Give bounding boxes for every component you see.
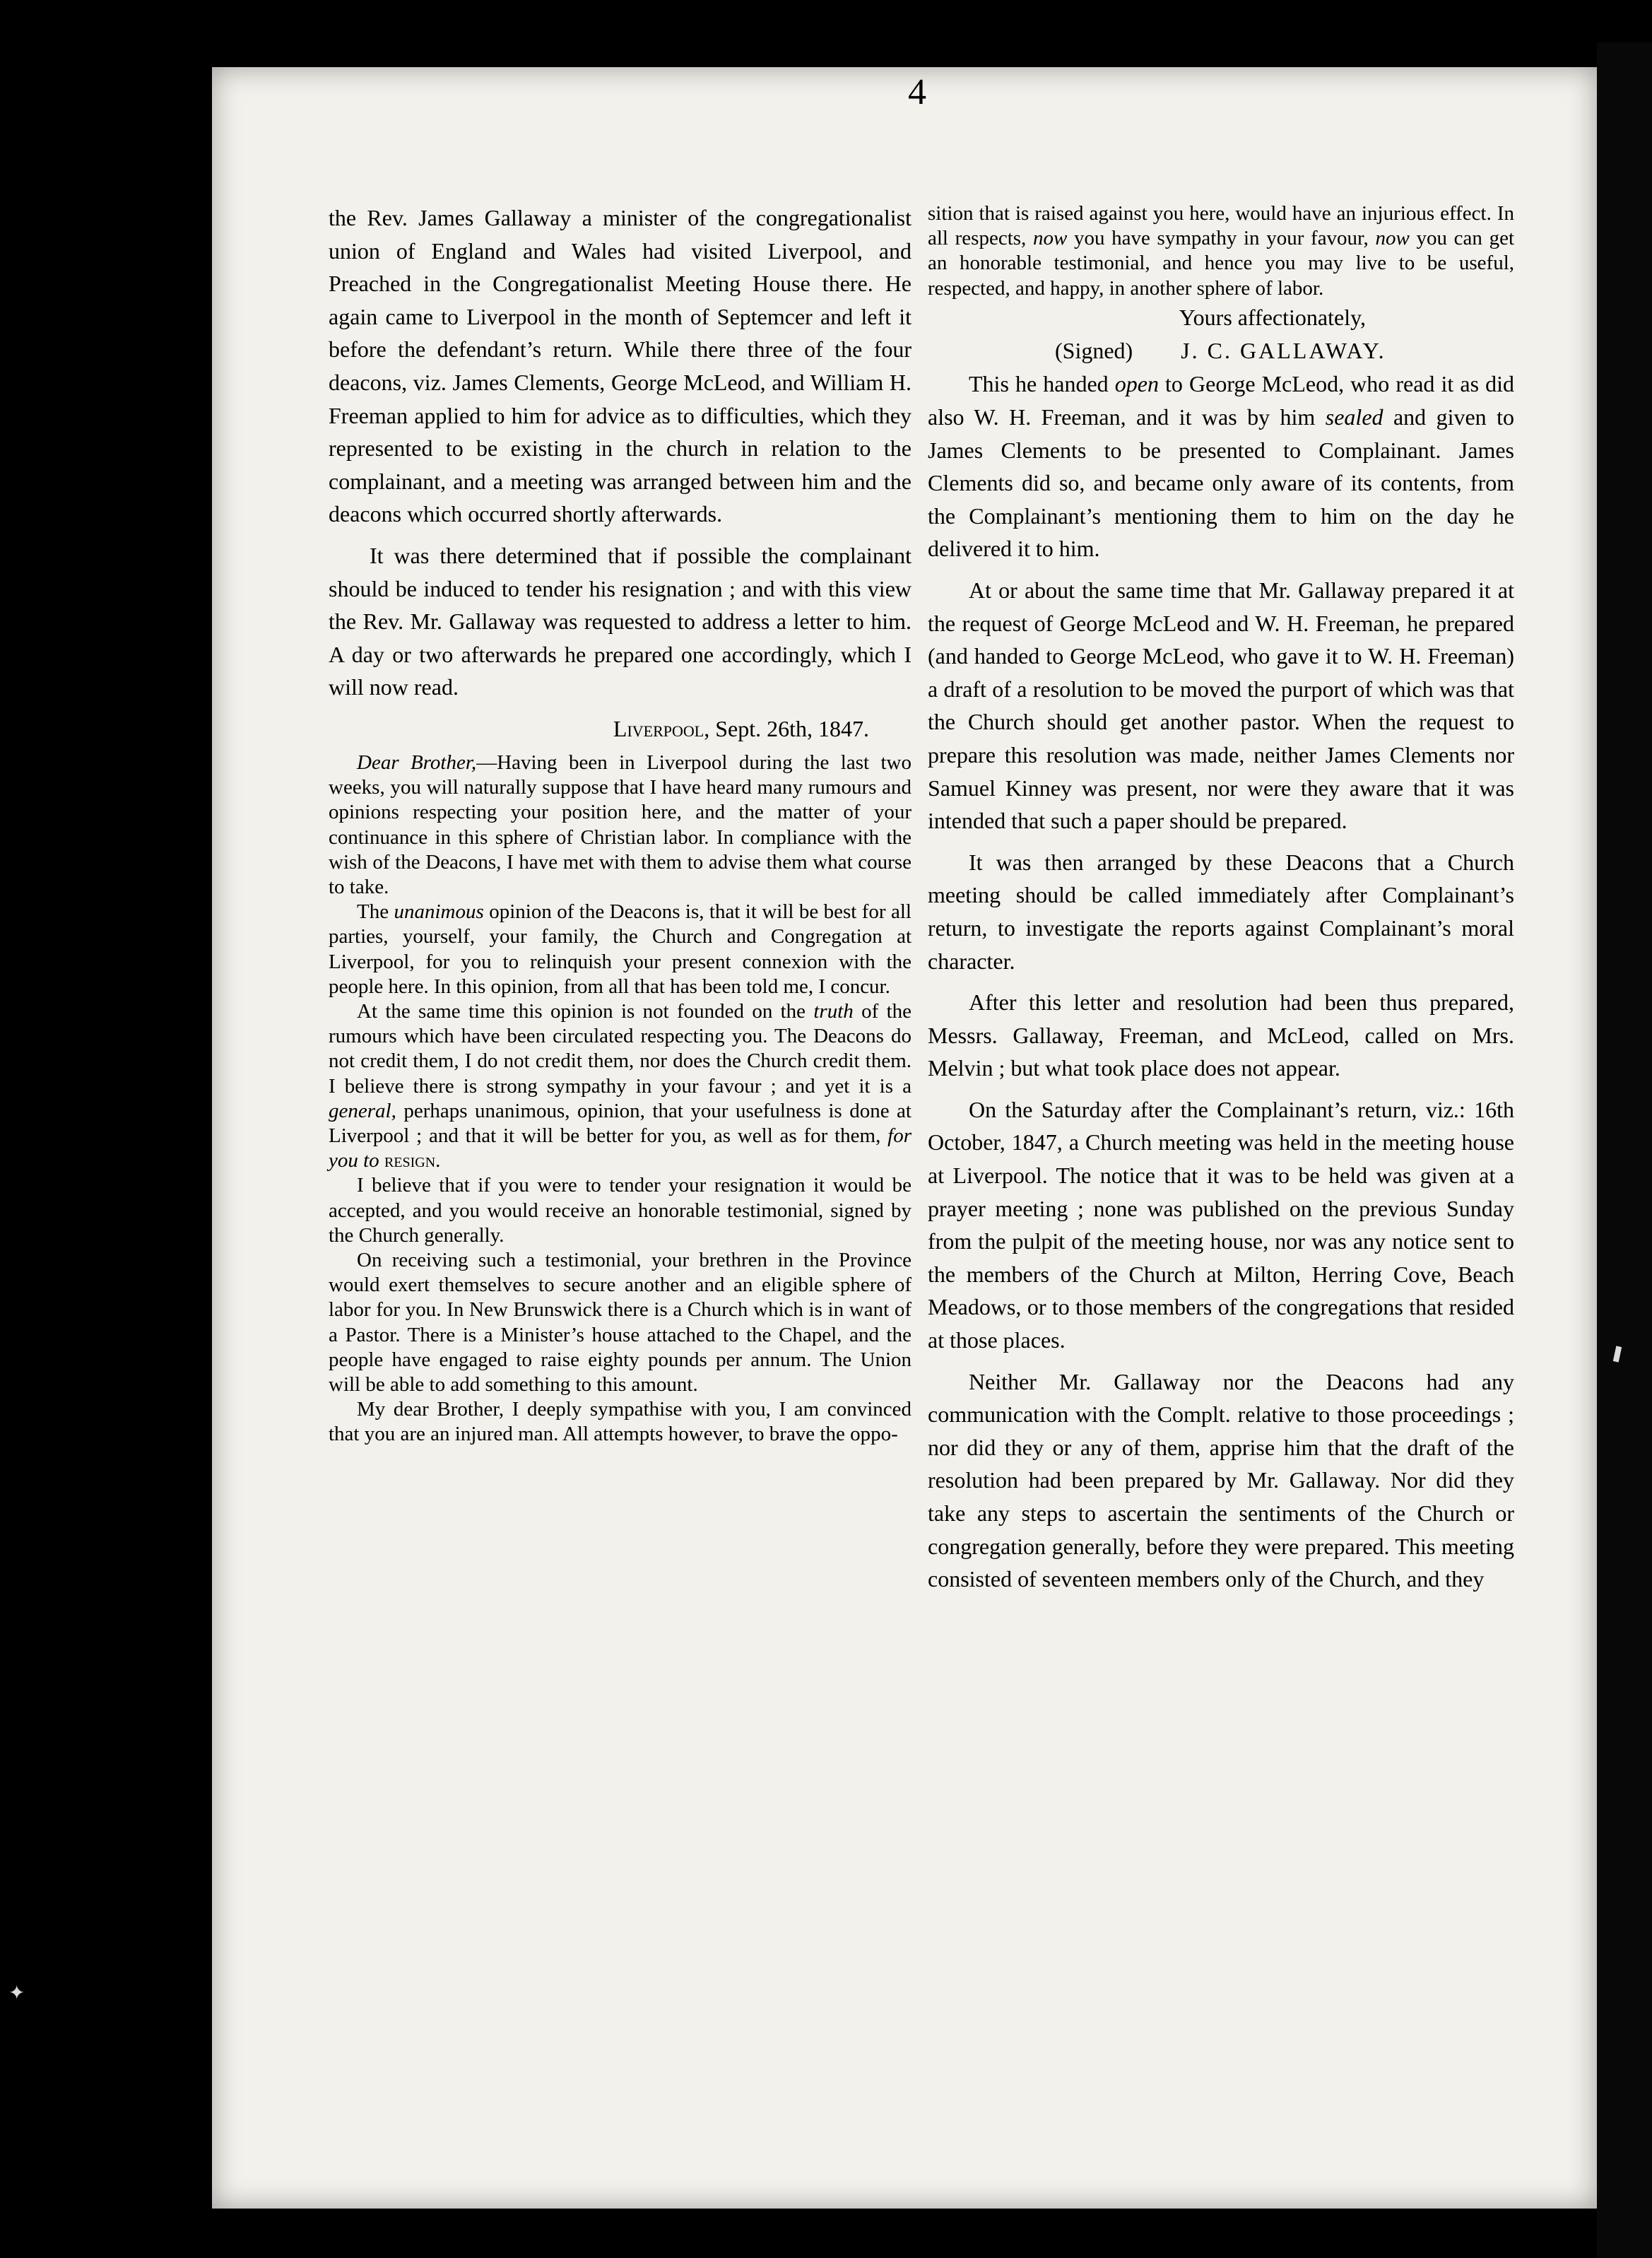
signature-line: [928, 334, 1514, 367]
paragraph: After this letter and resolution had been thus prepared, Messrs. Gallaway, Freeman, and McLeod, called on Mrs. Melvin ; but what took place does not appear.: [928, 989, 1514, 1081]
letter-text: At the same time this opinion is not founded on the: [357, 999, 814, 1023]
emphasis: truth: [813, 999, 854, 1023]
letter-paragraph: [329, 751, 911, 900]
paragraph: Neither Mr. Gallaway nor the Deacons had any communication with the Complt. relative to those proceedings ; nor did they or any of them, apprise him that the draft of the resolution had been prepared by Mr. Gallaway. Nor did they take any steps to ascertain the sentiments of the Church or congregation generally, before they were prepared. This meeting consisted of seventeen members only of the Church, and they: [928, 1368, 1514, 1592]
letter-paragraph: [329, 900, 911, 999]
salutation: Dear Brother,: [357, 751, 477, 774]
signed-label: (Signed): [1055, 338, 1133, 364]
letter-paragraph: [329, 999, 911, 1173]
emphasis: for you to: [329, 1124, 911, 1172]
text: This he handed: [969, 371, 1115, 397]
emphasis: open: [1114, 371, 1159, 397]
emphasis: sealed: [1325, 404, 1383, 430]
letter-closing: Yours affectionately,: [1179, 304, 1366, 330]
dateline-place: Liverpool,: [613, 715, 710, 741]
page-number: 4: [908, 72, 926, 112]
left-column: [329, 201, 911, 1447]
letter-text: The: [357, 900, 394, 924]
letter-text: perhaps unanimous, opinion, that your usefulness is done at Liverpool ; and that it will be better for you, as well as for them,: [329, 1099, 911, 1147]
dateline-date: Sept. 26th, 1847.: [715, 715, 869, 741]
letter-text: you have sympathy in your favour,: [1067, 227, 1376, 250]
letter-text: opinion of the Deacons is, that it will be best for all parties, yourself, your family, the Church and Congregation at Liverpool, for you to relinquish your present connexion with the people here. In this opinion, from all that has been told me, I concur.: [329, 900, 911, 998]
paragraph: [928, 367, 1514, 565]
text: and given to James Clements to be presented to Complainant. James Clements did so, and became only aware of its contents, from the Complainant’s mentioning them to him on the day he delivered it to him.: [928, 404, 1515, 562]
paragraph: At or about the same time that Mr. Gallaway prepared it at the request of George McLeod and W. H. Freeman, he prepared (and handed to George McLeod, who gave it to W. H. Freeman) a draft of a resolution to be moved the purport of which was that the Church should get another pastor. When the request to prepare this resolution was made, neither James Clements nor Samuel Kinney was present, nor were they aware that it was intended that such a paper should be prepared.: [928, 577, 1514, 834]
paragraph: It was then arranged by these Deacons that a Church meeting should be called immediately after Complainant’s return, to investigate the reports against Complainant’s moral character.: [928, 849, 1514, 974]
letter-body: [329, 751, 911, 1447]
letter-text: you can get an honorable testimonial, and hence you may live to be useful, respected, and happy, in another sphere of labor.: [928, 227, 1514, 300]
emphasis: now: [1032, 227, 1068, 250]
letter-continuation: [928, 201, 1514, 301]
paragraph: On the Saturday after the Complainant’s return, viz.: 16th October, 1847, a Church meeting was held in the meeting house at Liverpool. The notice that it was to be held was given at a prayer meeting ; none was published on the previous Sunday from the pulpit of the meeting house, nor was any notice sent to the members of the Church at Milton, Herring Cove, Beach Meadows, or to those members of the congregations that resided at those places.: [928, 1096, 1514, 1353]
letter-text: sition that is raised against you here, would have an injurious effect. In all respects,: [928, 202, 1514, 250]
text: to George McLeod, who read it as did also W. H. Freeman, and it was by him: [928, 371, 1515, 430]
emphasis: now: [1375, 227, 1410, 250]
scan-speck-left: ✦: [8, 1982, 25, 2004]
letter-paragraph: I believe that if you were to tender your resignation it would be accepted, and you would receive an honorable testimonial, signed by the Church generally.: [329, 1174, 911, 1247]
emphasis: unanimous: [394, 900, 484, 924]
letter-text: of the rumours which have been circulated respecting you. The Deacons do not credit them, I do not credit them, nor does the Church credit them. I believe there is strong sympathy in your favour ; and yet it is a: [329, 999, 911, 1098]
right-column: [928, 201, 1514, 1596]
letter-text: —Having been in Liverpool during the last two weeks, you will naturally suppose that I have heard many rumours and opinions respecting your position here, and the matter of your continuance in this sphere of Christian labor. In compliance with the wish of the Deacons, I have met with them to advise them what course to take.: [329, 751, 911, 898]
emphasis: general,: [329, 1099, 396, 1122]
scan-edge: [1597, 42, 1652, 2258]
paragraph: It was there determined that if possible the complainant should be induced to tender his resignation ; and with this view the Rev. Mr. Gallaway was requested to address a letter to him. A day or two afterwards he prepared one accordingly, which I will now read.: [329, 542, 911, 700]
paragraph: the Rev. James Gallaway a minister of the congregationalist union of England and Wales had visited Liverpool, and Preached in the Congregationalist Meeting House there. He again came to Liverpool in the month of Septemcer and left it before the defendant’s return. While there three of the four deacons, viz. James Clements, George McLeod, and William H. Freeman applied to him for advice as to difficulties, which they represented to be existing in the church in relation to the complainant, and a meeting was arranged between him and the deacons which occurred shortly afterwards.: [329, 205, 911, 527]
letter-paragraph: On receiving such a testimonial, your brethren in the Province would exert themselves to secure another and an eligible sphere of labor for you. In New Brunswick there is a Church which is in want of a Pastor. There is a Minister’s house attached to the Chapel, and the people have engaged to raise eighty pounds per annum. The Union will be able to add something to this amount.: [329, 1248, 911, 1396]
signed-name: J. C. GALLAWAY.: [1181, 338, 1386, 364]
small-caps-text: resign.: [384, 1149, 441, 1172]
letter-paragraph: My dear Brother, I deeply sympathise with you, I am convinced that you are an injured man. All attempts however, to brave the oppo-: [329, 1398, 911, 1446]
letter-dateline: [329, 712, 911, 745]
letter-paragraph: [928, 201, 1514, 301]
